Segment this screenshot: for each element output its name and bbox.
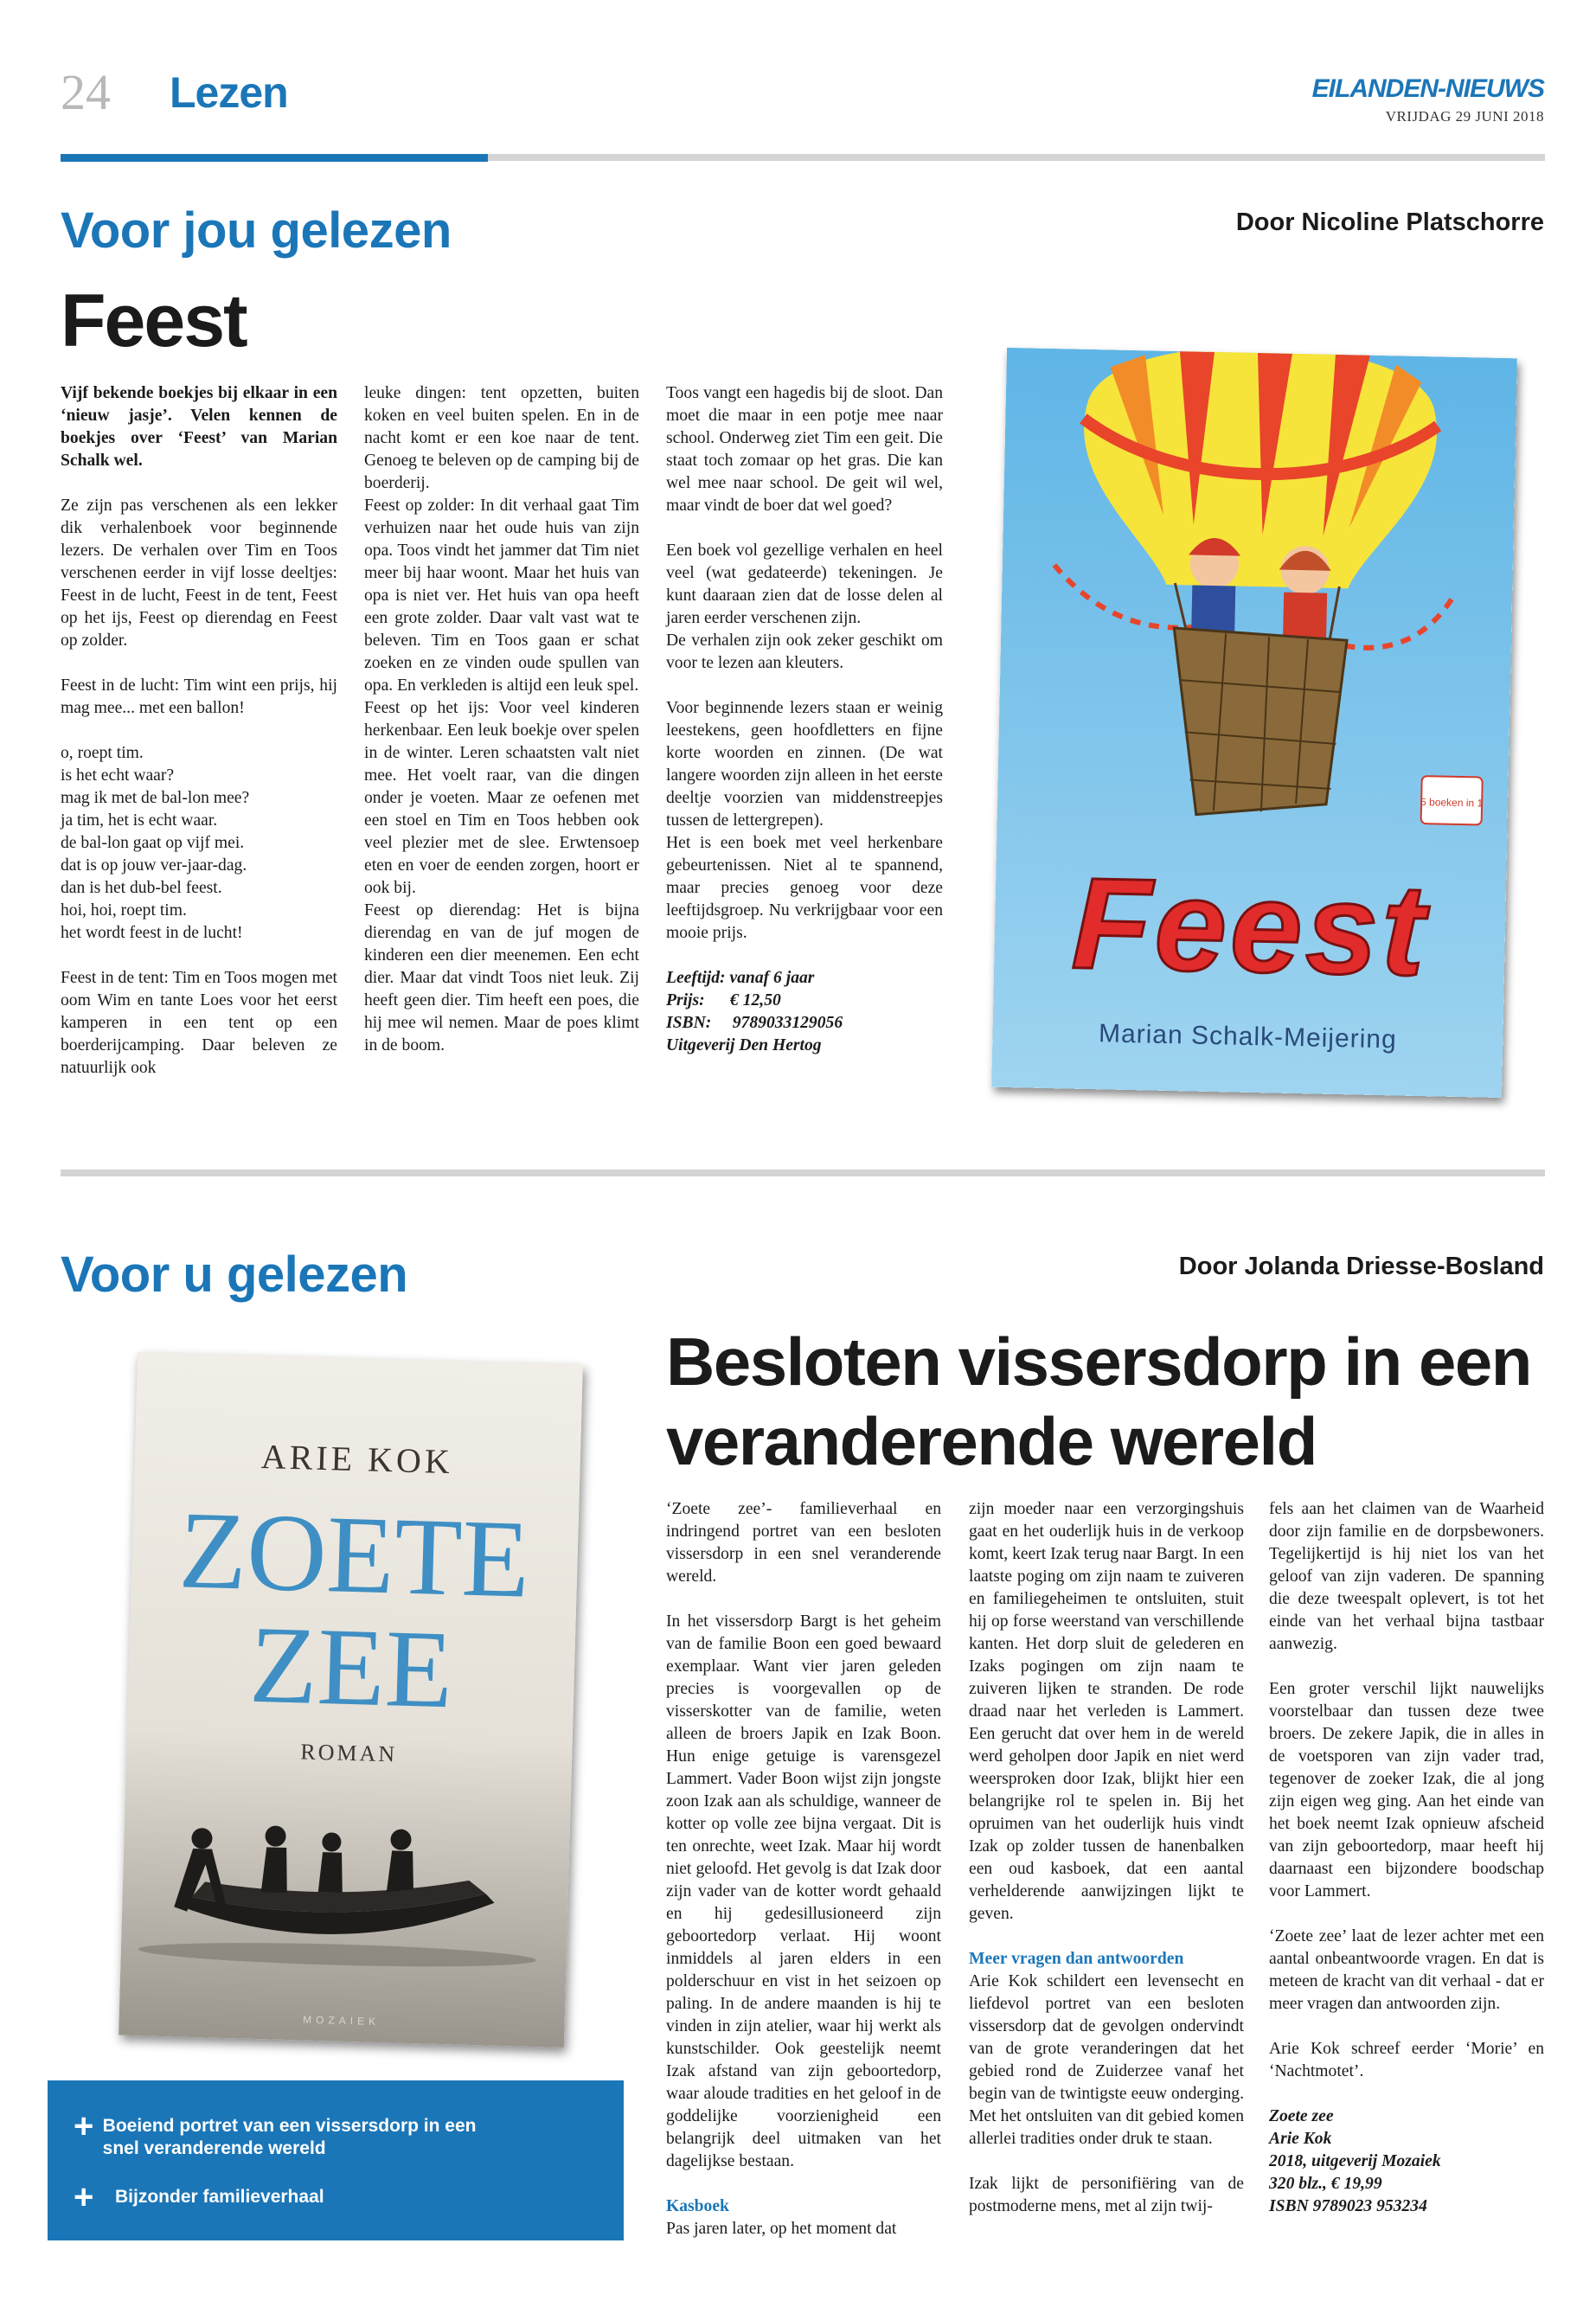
verdict-plus-text: Bijzonder familieverhaal [115,2187,324,2207]
plus-icon: + [74,2107,94,2145]
paragraph: leuke dingen: tent opzetten, buiten koken en veel buiten spelen. En in de nacht komt er een koe naar de tent. Genoeg te beleven op de camping bij de boerderij. [364,384,639,492]
article-column [666,1498,941,2240]
poem-line: het wordt feest in de lucht! [61,924,243,942]
cover-publisher: MOZAIEK [302,2013,381,2029]
article-headline: Besloten vissersdorp in een veranderende wereld [666,1324,1531,1479]
verdict-plus-text: Boeiend portret van een vissersdorp in een snel veranderende wereld [102,2116,477,2158]
fact-price: Prijs: € 12,50 [666,991,781,1009]
verdict-box [48,2080,624,2240]
basket [1170,628,1347,817]
fact-isbn: ISBN: 9789033129056 [666,1014,843,1032]
poem-line: ja tim, het is echt waar. [61,811,218,830]
paragraph: zijn moeder naar een verzorgingshuis gaat en het ouderlijk huis in de verkoop komt, keert Izak terug naar Bargt. In een laatste poging om zijn naam te zuiveren en familiegeheimen te ontsluiten, stuit hij op forse weerstand van verschillende kanten. Het dorp sluit de gelederen en Izaks pogingen om zijn naam te zuiveren lijken te stranden. De rode draad naar het verleden is Lammert. Een gerucht dat over hem in de wereld werd geholpen door Japik en niet werd weersproken door Izak, blijkt hier een belangrijke rol te spelen in. Bij het opruimen van het ouderlijk huis vindt Izak op zolder tussen de hanenbalken een oud kasboek, dat een aantal verhelderende aanwijzingen lijkt te geven. [969,1500,1244,1923]
article-column [61,382,337,1080]
article-column [364,382,639,1057]
paragraph: De verhalen zijn ook zeker geschikt om voor te lezen aan kleuters. [666,631,943,672]
cover-title-line2: ZEE [247,1602,455,1732]
poem [61,742,337,945]
paragraph: Feest op het ijs: Voor veel kinderen herkenbaar. Een leuk boekje over spelen in de winter. Leren schaatsten valt niet mee. Het voelt raar, van die dingen onder je voeten. Maar ze oefenen met een stoel en Tim en Toos hebben ook veel plezier met de slee. Erwtensoep eten en voer de eenden zorgen, hoort er ook bij. [364,699,639,897]
fact-author: Arie Kok [1269,2130,1332,2148]
subheading: Meer vragen dan antwoorden [969,1950,1184,1968]
poem-line: de bal-lon gaat op vijf mei. [61,834,245,852]
cover-title: Feest [1070,849,1430,1003]
fact-age: Leeftijd: vanaf 6 jaar [666,969,815,987]
article-column [969,1498,1244,2218]
fact-title: Zoete zee [1269,2107,1334,2125]
paragraph: Het is een boek met veel herkenbare gebeurtenissen. Niet al te spannend, maar precies genoeg voor deze leeftijdsgroep. Nu verkrijgbaar voor een mooie prijs. [666,834,943,942]
issue-date: VRIJDAG 29 JUNI 2018 [1385,108,1544,125]
poem-line: hoi, hoi, roept tim. [61,901,187,920]
paragraph: Pas jaren later, op het moment dat [666,2220,897,2238]
paragraph: Izak lijkt de personifiëring van de postmoderne mens, met al zijn twij- [969,2175,1244,2215]
article-kicker: Voor u gelezen [61,1247,408,1303]
subheading-paragraph [969,1948,1244,2150]
cover-genre: ROMAN [300,1739,398,1767]
paragraph: Arie Kok schildert een levensecht en liefdevol portret van een besloten vissersdorp dat de gevolgen ondervindt van de grote veranderingen dat het gebied rond de Zuiderzee vanaf het begin van de twintigste eeuw onderging. Met het ontsluiten van dit gebied komen allerlei tradities onder druk te staan. [969,1972,1244,2148]
article-column [666,382,943,1057]
poem-line: mag ik met de bal-lon mee? [61,789,250,807]
fact-pages-price: 320 blz., € 19,99 [1269,2175,1382,2193]
poem-line: dan is het dub-bel feest. [61,879,222,897]
paragraph: Feest op dierendag: Het is bijna dierendag en van de juf mogen de kinderen een dier meenemen. Een echt dier. Maar dat vindt Toos niet leuk. Zij heeft geen dier. Tim heeft een poes, die hij mee wil nemen. Maar de poes klimt in de boom. [364,901,639,1054]
cover-sticker-text: 5 boeken in 1 [1420,796,1484,810]
page-number: 24 [61,64,111,120]
section-divider [61,1170,1545,1176]
paragraph: fels aan het claimen van de Waarheid door zijn familie en de dorpsbewoners. Tegelijkertijd is hij niet los van het geloof van zijn vaderen. De spanning die deze tweespalt oplevert, is tot het einde van het verhaal bijna tastbaar aanwezig. [1269,1500,1544,1653]
paragraph: Feest in de lucht: Tim wint een prijs, hij mag mee... met een ballon! [61,676,337,717]
fact-publisher: Uitgeverij Den Hertog [666,1036,822,1054]
section-title: Lezen [170,68,288,117]
masthead-logo: EILANDEN-NIEUWS [1311,74,1544,103]
book-facts [1269,2106,1544,2218]
book-cover-zoete-zee [119,1352,583,2048]
verdict-plus-item [74,2178,324,2216]
verdict-plus-item [74,2107,489,2160]
header-rule-accent [61,154,488,162]
book-cover-feest [991,348,1517,1098]
paragraph: Ze zijn pas verschenen als een lekker dik verhalenboek voor beginnende lezers. De verhalen over Tim en Toos verschenen eerder in vijf losse deeltjes: Feest in de lucht, Feest in de tent, Feest op het ijs, Feest op dierendag en Feest op zolder. [61,497,337,650]
cover-title-line1: ZOETE [177,1488,532,1621]
article-headline: Feest [61,279,247,362]
book-facts [666,967,943,1057]
article-kicker: Voor jou gelezen [61,202,452,259]
paragraph: ‘Zoete zee’- familieverhaal en indringend portret van een besloten vissersdorp in een snel veranderende wereld. [666,1500,941,1586]
paragraph: Feest op zolder: In dit verhaal gaat Tim verhuizen naar het oude huis van zijn opa. Toos vindt het jammer dat Tim niet meer bij haar woont. Maar het huis van opa is niet ver. Het huis van opa heeft een grote zolder. Daar valt vast wat te beleven. Tim en Toos gaan er schat zoeken en ze vinden oude spullen van opa. En verkleden is altijd een leuk spel. [364,497,639,695]
cover-author: Marian Schalk-Meijering [1098,1019,1398,1054]
paragraph: Een groter verschil lijkt nauwelijks voorstelbaar dan tussen deze twee broers. De zekere Japik, die in alles in de voetsporen van zijn vader trad, tegenover de zoeker Izak, die al jong zijn eigen weg ging. Aan het einde van het boek neemt Izak opnieuw afscheid van zijn geboortedorp, maar heeft hij daarnaast een bijzondere boodschap voor Lammert. [1269,1680,1544,1900]
paragraph: In het vissersdorp Bargt is het geheim van de familie Boon een goed bewaard exemplaar. Want vier jaren geleden precies is voorgevallen op de visserskotter van de familie, weten alleen de broers Japik en Izak Boon. Hun enige getuige is varensgezel Lammert. Vader Boon wijst zijn jongste zoon Izak aan als schuldige, wanneer de kotter op volle zee bijna vergaat. Dit is ten onrechte, weet Izak. Maar hij wordt niet geloofd. Het gevolg is dat Izak door zijn vader van de kotter wordt gehaald en hij gedesillusioneerd zijn geboortedorp verlaat. Hij woont inmiddels al jaren elders in een polderschuur en vist in het seizoen op paling. In de andere maanden is hij te vinden in zijn atelier, waar hij werkt als kunstschilder. Ook geestelijk neemt Izak afstand van zijn geboortedorp, waar aloude tradities en het geloof in de goddelijke voorzienigheid een belangrijk deel uitmaken van het dagelijkse bestaan. [666,1612,941,2170]
poem-line: is het echt waar? [61,766,175,785]
article-byline: Door Nicoline Platschorre [1235,208,1544,236]
article-byline: Door Jolanda Driesse-Bosland [1178,1253,1544,1280]
plus-icon: + [74,2178,94,2216]
paragraph: ‘Zoete zee’ laat de lezer achter met een aantal onbeantwoorde vragen. En dat is meteen de kracht van dit verhaal - dat er meer vragen dan antwoorden zijn. [1269,1927,1544,2013]
paragraph: Toos vangt een hagedis bij de sloot. Dan moet die maar in een potje mee naar school. Onderweg ziet Tim een geit. Die staat toch zomaar op het gras. Die kan wel mee naar school. De geit wil wel, maar vindt de boer dat wel goed? [666,384,943,515]
poem-line: o, roept tim. [61,744,144,762]
poem-line: dat is op jouw ver-jaar-dag. [61,856,247,875]
article-column [1269,1498,1544,2218]
fact-edition: 2018, uitgeverij Mozaiek [1269,2152,1441,2170]
fact-isbn: ISBN 9789023 953234 [1269,2197,1427,2215]
paragraph: Voor beginnende lezers staan er weinig leestekens, geen hoofdletters en fijne korte woorden en zinnen. (De wat langere woorden zijn alleen in het eerste deeltje voorzien van middenstreepjes tussen de lettergrepen). [666,699,943,830]
paragraph: Een boek vol gezellige verhalen en heel veel (wat gedateerde) tekeningen. Je kunt daaraan zien dat de losse delen al jaren eerder verschenen zijn. [666,542,943,627]
cover-author: ARIE KOK [260,1437,454,1482]
paragraph: Arie Kok schreef eerder ‘Morie’ en ‘Nachtmotet’. [1269,2040,1544,2080]
subheading-paragraph [666,2195,941,2240]
subheading: Kasboek [666,2197,729,2215]
paragraph: Feest in de tent: Tim en Toos mogen met oom Wim en tante Loes voor het eerst kamperen in een tent op een boerderijcamping. Daar beleven ze natuurlijk ook [61,969,337,1077]
article-lede: Vijf bekende boekjes bij elkaar in een ‘nieuw jasje’. Velen kennen de boekjes over ‘Feest’ van Marian Schalk wel. [61,384,337,470]
